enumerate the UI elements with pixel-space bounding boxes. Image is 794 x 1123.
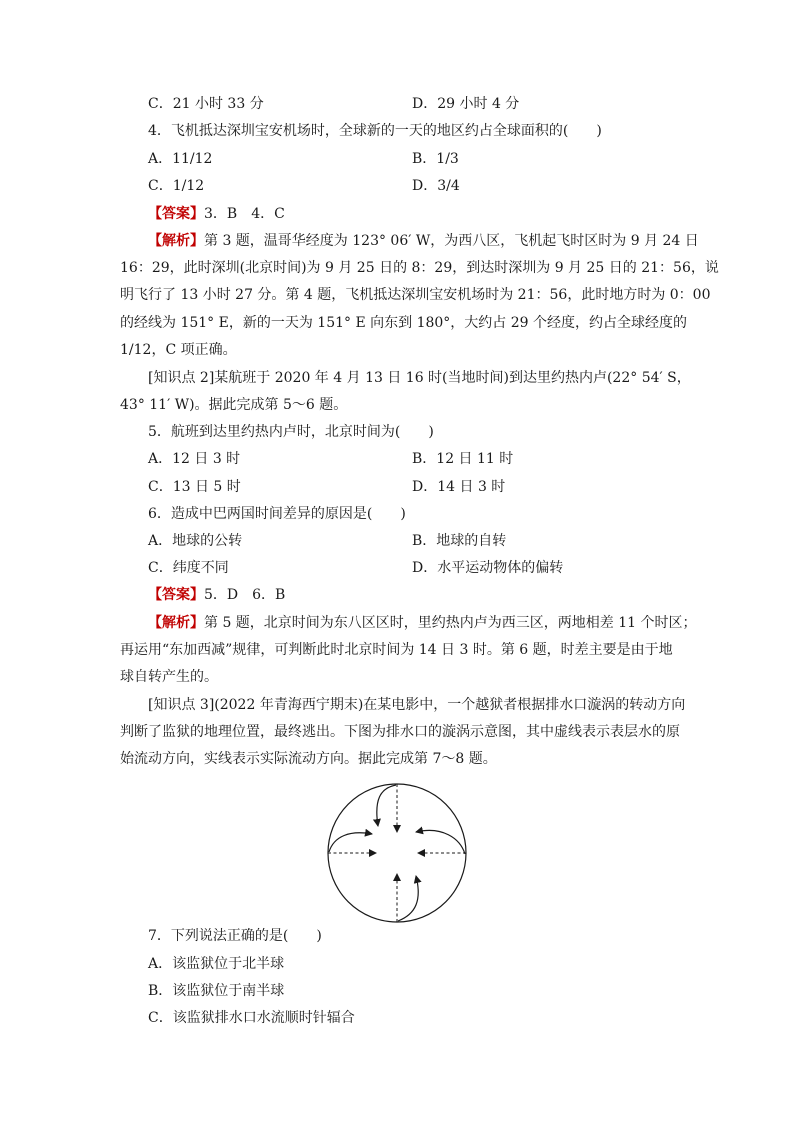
q4-option-a: A．11/12 (148, 151, 213, 167)
answer-text: 3．B 4．C (204, 206, 285, 222)
q5-stem: 5．航班到达里约热内卢时，北京时间为( ) (148, 424, 434, 440)
analysis-2-line-2: 再运用“东加西减”规律，可判断此时北京时间为 14 日 3 时。第 6 题，时差主要是由于地 (120, 642, 673, 658)
answer-tag: 【答案】 (148, 587, 204, 603)
q5-option-b: B．12 日 11 时 (412, 451, 514, 467)
q4-option-c: C．1/12 (148, 178, 205, 194)
q7-option-c: C．该监狱排水口水流顺时针辐合 (148, 1010, 355, 1026)
knowledge-point-3-line-2: 判断了监狱的地理位置，最终逃出。下图为排水口的漩涡示意图，其中虚线表示表层水的原 (120, 724, 680, 740)
analysis-2-line-1 (148, 613, 697, 633)
q7-option-b: B．该监狱位于南半球 (148, 983, 285, 999)
knowledge-point-2-line-2: 43° 11′ W)。据此完成第 5～6 题。 (120, 397, 348, 413)
q6-stem: 6．造成中巴两国时间差异的原因是( ) (148, 506, 406, 522)
actual-flow-south (398, 876, 418, 921)
knowledge-point-3-line-3: 始流动方向，实线表示实际流动方向。据此完成第 7～8 题。 (120, 751, 497, 767)
analysis-1-line-5: 1/12，C 项正确。 (120, 342, 237, 358)
answer-text: 5．D 6．B (204, 587, 286, 603)
q6-option-d: D．水平运动物体的偏转 (412, 560, 564, 576)
q6-option-b: B．地球的自转 (412, 533, 507, 549)
q6-option-c: C．纬度不同 (148, 560, 229, 576)
q5-option-d: D．14 日 3 时 (412, 479, 506, 495)
analysis-text: 第 3 题，温哥华经度为 123° 06′ W，为西八区，飞机起飞时区时为 9 月 24 日 (204, 233, 699, 249)
drain-outline (328, 784, 466, 922)
analysis-1-line-4: 的经线为 151° E，新的一天为 151° E 向东到 180°，大约占 29 个经度，约占全球经度的 (120, 315, 688, 331)
answer-tag: 【答案】 (148, 206, 204, 222)
answer-block-2 (148, 585, 285, 605)
q4-option-b: B．1/3 (412, 151, 459, 167)
answer-block-1 (148, 204, 285, 224)
q7-option-a: A．该监狱位于北半球 (148, 956, 285, 972)
actual-flow-north (377, 785, 396, 826)
q4-option-d: D．3/4 (412, 178, 460, 194)
analysis-text: 第 5 题，北京时间为东八区区时，里约热内卢为西三区，两地相差 11 个时区； (204, 615, 697, 631)
analysis-2-line-3: 球自转产生的。 (120, 669, 218, 685)
q7-stem: 7．下列说法正确的是( ) (148, 928, 322, 944)
analysis-tag: 【解析】 (148, 233, 204, 249)
drain-vortex-diagram (326, 782, 468, 924)
analysis-1-line-1 (148, 231, 699, 251)
actual-flow-west (329, 833, 372, 852)
knowledge-point-2-line-1: [知识点 2]某航班于 2020 年 4 月 13 日 16 时(当地时间)到达里约热内卢(22° 54′ S， (148, 370, 691, 386)
q6-option-a: A．地球的公转 (148, 533, 243, 549)
q5-option-a: A．12 日 3 时 (148, 451, 241, 467)
analysis-1-line-2: 16：29，此时深圳(北京时间)为 9 月 25 日的 8：29，到达时深圳为 9 月 25 日的 21：56，说 (120, 260, 719, 276)
analysis-tag: 【解析】 (148, 615, 204, 631)
knowledge-point-3-line-1: [知识点 3](2022 年青海西宁期末)在某电影中，一个越狱者根据排水口漩涡的转动方向 (148, 697, 686, 713)
q3-option-d: D．29 小时 4 分 (412, 96, 520, 112)
q4-stem: 4．飞机抵达深圳宝安机场时，全球新的一天的地区约占全球面积的( ) (148, 123, 602, 139)
q5-option-c: C．13 日 5 时 (148, 479, 241, 495)
actual-flow-east (416, 830, 465, 854)
analysis-1-line-3: 明飞行了 13 小时 27 分。第 4 题，飞机抵达深圳宝安机场时为 21：56，此时地方时为 0：00 (120, 287, 711, 303)
q3-option-c: C．21 小时 33 分 (148, 96, 264, 112)
